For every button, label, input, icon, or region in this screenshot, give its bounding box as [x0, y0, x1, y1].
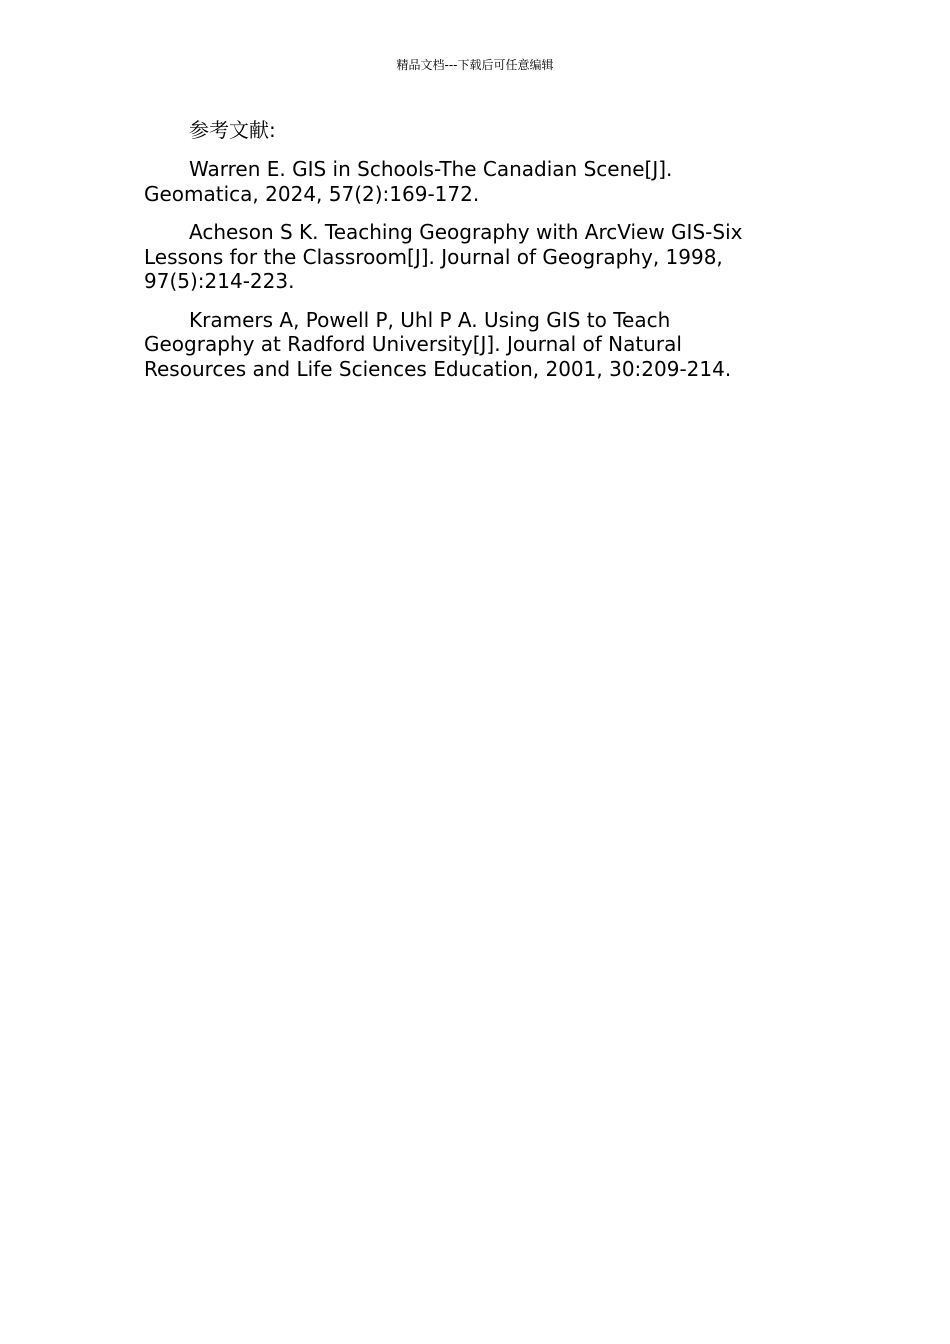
page-header-text: 精品文档---下载后可任意编辑 — [396, 58, 554, 72]
references-section — [144, 117, 784, 395]
reference-entry-3: Kramers A, Powell P, Uhl P A. Using GIS to Teach Geography at Radford University[J]. Journal of Natural Resources and Life Sciences Education, 2001, 30:209-214. — [144, 307, 732, 381]
references-heading: 参考文献: — [189, 118, 276, 142]
reference-entry-1: Warren E. GIS in Schools-The Canadian Scene[J]. Geomatica, 2024, 57(2):169-172. — [144, 157, 673, 206]
reference-entry-2: Acheson S K. Teaching Geography with ArcView GIS-Six Lessons for the Classroom[J]. Journal of Geography, 1998, 97(5):214-223. — [144, 220, 743, 293]
